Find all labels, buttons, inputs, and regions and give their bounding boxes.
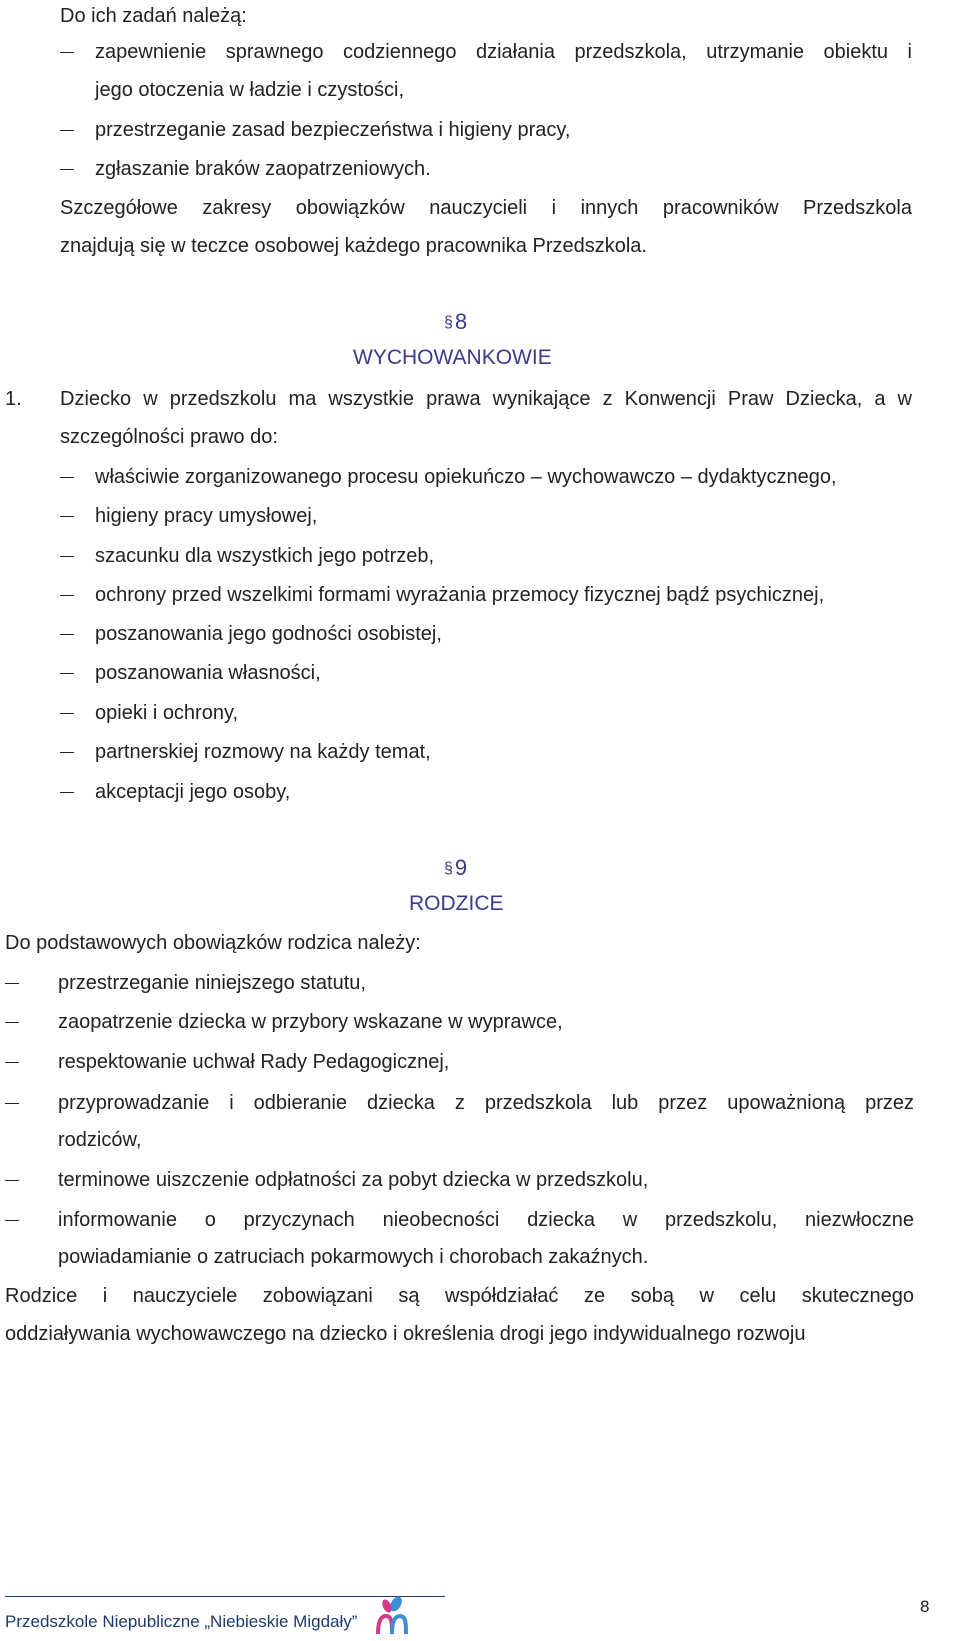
list-item: terminowe uiszczenie odpłatności za pobyt dziecka w przedszkolu, <box>58 1169 649 1191</box>
dash-bullet <box>5 983 19 984</box>
nm-logo-icon <box>372 1594 416 1638</box>
list-item: zgłaszanie braków zaopatrzeniowych. <box>95 158 431 180</box>
list-item: higieny pracy umysłowej, <box>95 505 318 527</box>
dash-bullet <box>60 634 74 635</box>
dash-bullet <box>60 792 74 793</box>
section-sign: § <box>444 314 453 331</box>
list-item: zaopatrzenie dziecka w przybory wskazane w wyprawce, <box>58 1011 563 1033</box>
dash-bullet <box>5 1220 19 1221</box>
point-number: 1. <box>5 388 22 410</box>
duties-intro: Do ich zadań należą: <box>60 5 247 27</box>
point-text-continuation: szczególności prawo do: <box>60 426 278 448</box>
dash-bullet <box>60 595 74 596</box>
responsibilities-note-continuation: znajdują się w teczce osobowej każdego pracownika Przedszkola. <box>60 235 647 257</box>
point-text: Dziecko w przedszkolu ma wszystkie prawa wynikające z Konwencji Praw Dziecka, a w <box>60 388 912 410</box>
list-item: poszanowania jego godności osobistej, <box>95 623 442 645</box>
list-item: właściwie zorganizowanego procesu opiekuńczo – wychowawczo – dydaktycznego, <box>95 466 837 488</box>
list-item: partnerskiej rozmowy na każdy temat, <box>95 741 431 763</box>
section-sign: § <box>444 860 453 877</box>
closing-paragraph-continuation: oddziaływania wychowawczego na dziecko i określenia drogi jego indywidualnego rozwoju <box>5 1323 806 1345</box>
dash-bullet <box>60 516 74 517</box>
dash-bullet <box>60 713 74 714</box>
list-item-continuation: powiadamianie o zatruciach pokarmowych i chorobach zakaźnych. <box>58 1246 649 1268</box>
list-item-continuation: rodziców, <box>58 1129 142 1151</box>
closing-paragraph: Rodzice i nauczyciele zobowiązani są współdziałać ze sobą w celu skutecznego <box>5 1285 914 1307</box>
dash-bullet <box>60 752 74 753</box>
section-9-heading: RODZICE <box>409 892 504 915</box>
list-item: przyprowadzanie i odbieranie dziecka z przedszkola lub przez upoważnioną przez <box>58 1092 914 1114</box>
section-9-number: §9 <box>444 855 468 880</box>
footer-school-name: Przedszkole Niepubliczne „Niebieskie Migdały” <box>5 1612 358 1631</box>
list-item: ochrony przed wszelkimi formami wyrażania przemocy fizycznej bądź psychicznej, <box>95 584 825 606</box>
dash-bullet <box>60 477 74 478</box>
page-number: 8 <box>920 1597 930 1616</box>
section-8-heading: WYCHOWANKOWIE <box>353 346 552 369</box>
dash-bullet <box>5 1022 19 1023</box>
dash-bullet <box>5 1103 19 1104</box>
list-item: opieki i ochrony, <box>95 702 239 724</box>
list-item: poszanowania własności, <box>95 662 321 684</box>
dash-bullet <box>60 52 74 53</box>
list-item: akceptacji jego osoby, <box>95 781 291 803</box>
dash-bullet <box>60 130 74 131</box>
dash-bullet <box>5 1062 19 1063</box>
dash-bullet <box>60 556 74 557</box>
parents-intro: Do podstawowych obowiązków rodzica należy: <box>5 932 421 954</box>
dash-bullet <box>60 673 74 674</box>
list-item: szacunku dla wszystkich jego potrzeb, <box>95 545 435 567</box>
section-8-number: §8 <box>444 309 468 334</box>
dash-bullet <box>60 169 74 170</box>
list-item-continuation: jego otoczenia w ładzie i czystości, <box>95 79 405 101</box>
list-item: zapewnienie sprawnego codziennego działania przedszkola, utrzymanie obiektu i <box>95 41 912 63</box>
list-item: respektowanie uchwał Rady Pedagogicznej, <box>58 1051 450 1073</box>
list-item: przestrzeganie niniejszego statutu, <box>58 972 366 994</box>
responsibilities-note: Szczegółowe zakresy obowiązków nauczycieli i innych pracowników Przedszkola <box>60 197 912 219</box>
list-item: przestrzeganie zasad bezpieczeństwa i higieny pracy, <box>95 119 571 141</box>
dash-bullet <box>5 1180 19 1181</box>
list-item: informowanie o przyczynach nieobecności dziecka w przedszkolu, niezwłoczne <box>58 1209 914 1231</box>
